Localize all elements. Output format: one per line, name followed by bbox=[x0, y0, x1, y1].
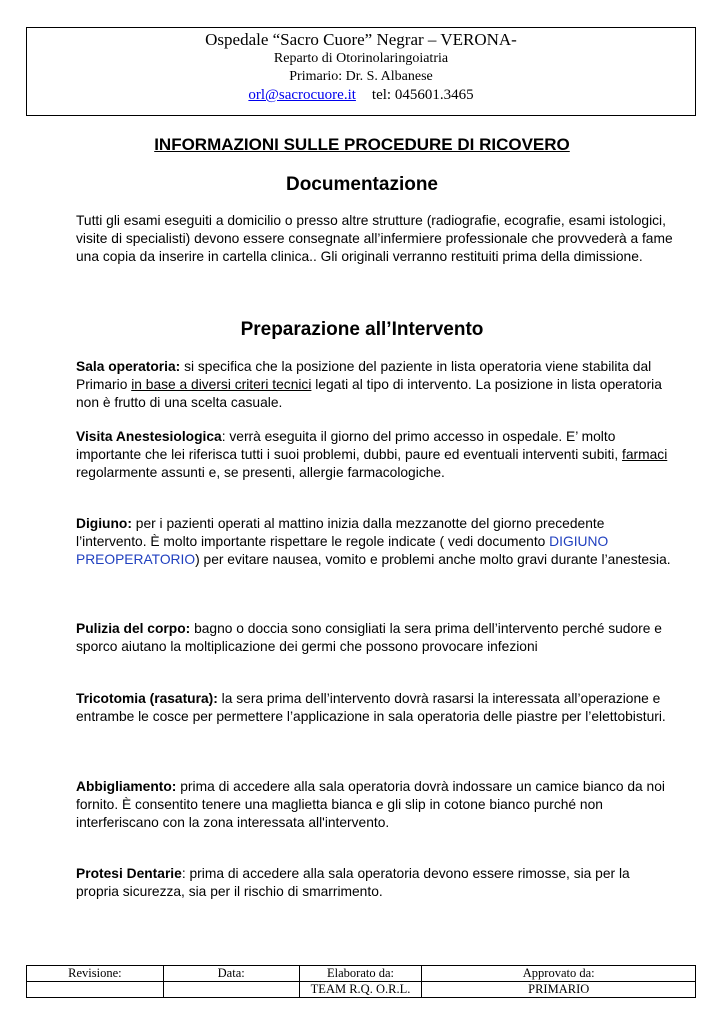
section-heading-preparazione: Preparazione all’Intervento bbox=[240, 319, 484, 340]
digiuno-text1: per i pazienti operati al mattino inizia dalla mezzanotte del giorno precedente l’intervento. È molto importante rispettare le regole indicate ( vedi documento bbox=[76, 516, 605, 549]
pulizia-paragraph bbox=[76, 620, 676, 656]
revisione-value bbox=[27, 982, 164, 998]
primary-doctor: Primario: Dr. S. Albanese bbox=[289, 69, 433, 84]
elaborato-value: TEAM R.Q. O.R.L. bbox=[299, 982, 422, 998]
table-row bbox=[27, 966, 696, 982]
digiuno-text2: ) per evitare nausea, vomito e problemi anche molto gravi durante l’anestesia. bbox=[195, 552, 671, 567]
protesi-text: : prima di accedere alla sala operatoria devono essere rimosse, sia per la propria sicurezza, sia per il rischio di smarrimento. bbox=[76, 866, 630, 899]
visita-text1: : verrà eseguita il giorno del primo accesso in ospedale. E’ molto importante che lei riferisca tutti i suoi problemi, dubbi, paure ed eventuali interventi subiti, bbox=[76, 429, 623, 462]
digiuno-label: Digiuno: bbox=[76, 516, 132, 531]
abbigliamento-label: Abbigliamento: bbox=[76, 779, 177, 794]
email-link[interactable]: orl@sacrocuore.it bbox=[248, 87, 356, 103]
visita-paragraph bbox=[76, 428, 676, 482]
pulizia-label: Pulizia del corpo: bbox=[76, 621, 191, 636]
visita-label: Visita Anestesiologica bbox=[76, 429, 222, 444]
approvato-value: PRIMARIO bbox=[422, 982, 696, 998]
sala-operatoria-label: Sala operatoria: bbox=[76, 359, 181, 374]
pulizia-text: bagno o doccia sono consigliati la sera prima dell’intervento perché sudore e sporco aiutano la moltiplicazione dei germi che possono provocare infezioni bbox=[76, 621, 662, 654]
tricotomia-paragraph bbox=[76, 690, 676, 726]
documentazione-text: Tutti gli esami eseguiti a domicilio o presso altre strutture (radiografie, ecografie, esami istologici, visite di specialisti) devono essere consegnate all’infermiere professionale che provvederà a fame una copia da inserire in cartella clinica.. Gli originali verranno restituiti prima della dimissione. bbox=[76, 213, 673, 264]
protesi-paragraph bbox=[76, 865, 676, 901]
department-name: Reparto di Otorinolaringoiatria bbox=[273, 51, 449, 66]
elaborato-header: Elaborato da: bbox=[299, 966, 422, 982]
table-row bbox=[27, 982, 696, 998]
hospital-name: Ospedale “Sacro Cuore” Negrar – VERONA- bbox=[205, 30, 517, 49]
abbigliamento-paragraph bbox=[76, 778, 676, 832]
tricotomia-text: la sera prima dell’intervento dovrà rasarsi la interessata all’operazione e entrambe le cosce per permettere l’applicazione in sala operatoria delle piastre per l’elettobisturi. bbox=[76, 691, 666, 724]
contact-line bbox=[27, 86, 695, 105]
sala-operatoria-text2: legati al tipo di intervento. La posizione in lista operatoria non è frutto di una scelta casuale. bbox=[76, 377, 662, 410]
tricotomia-label: Tricotomia (rasatura): bbox=[76, 691, 218, 706]
telephone: tel: 045601.3465 bbox=[371, 87, 474, 103]
header-box bbox=[26, 27, 696, 116]
abbigliamento-text: prima di accedere alla sala operatoria dovrà indossare un camice bianco da noi fornito. È consentito tenere una maglietta bianca e gli slip in cotone bianco purché non interferiscano con la zona interessata all'intervento. bbox=[76, 779, 665, 830]
approvato-header: Approvato da: bbox=[422, 966, 696, 982]
digiuno-paragraph bbox=[76, 515, 676, 569]
digiuno-preoperatorio-link[interactable]: DIGIUNO PREOPERATORIO bbox=[76, 534, 609, 567]
visita-underlined: farmaci bbox=[622, 447, 668, 462]
revisione-header: Revisione: bbox=[27, 966, 164, 982]
sala-operatoria-underlined: in base a diversi criteri tecnici bbox=[131, 377, 312, 392]
protesi-label: Protesi Dentarie bbox=[76, 866, 182, 881]
page-title: INFORMAZIONI SULLE PROCEDURE DI RICOVERO bbox=[154, 135, 570, 154]
data-header: Data: bbox=[163, 966, 299, 982]
sala-operatoria-paragraph bbox=[76, 358, 676, 412]
revision-table bbox=[26, 965, 696, 998]
visita-text2: regolarmente assunti e, se presenti, allergie farmacologiche. bbox=[76, 465, 445, 480]
section-heading-documentazione: Documentazione bbox=[285, 174, 439, 195]
data-value bbox=[163, 982, 299, 998]
sala-operatoria-text1: si specifica che la posizione del paziente in lista operatoria viene stabilita dal Primario bbox=[76, 359, 652, 392]
